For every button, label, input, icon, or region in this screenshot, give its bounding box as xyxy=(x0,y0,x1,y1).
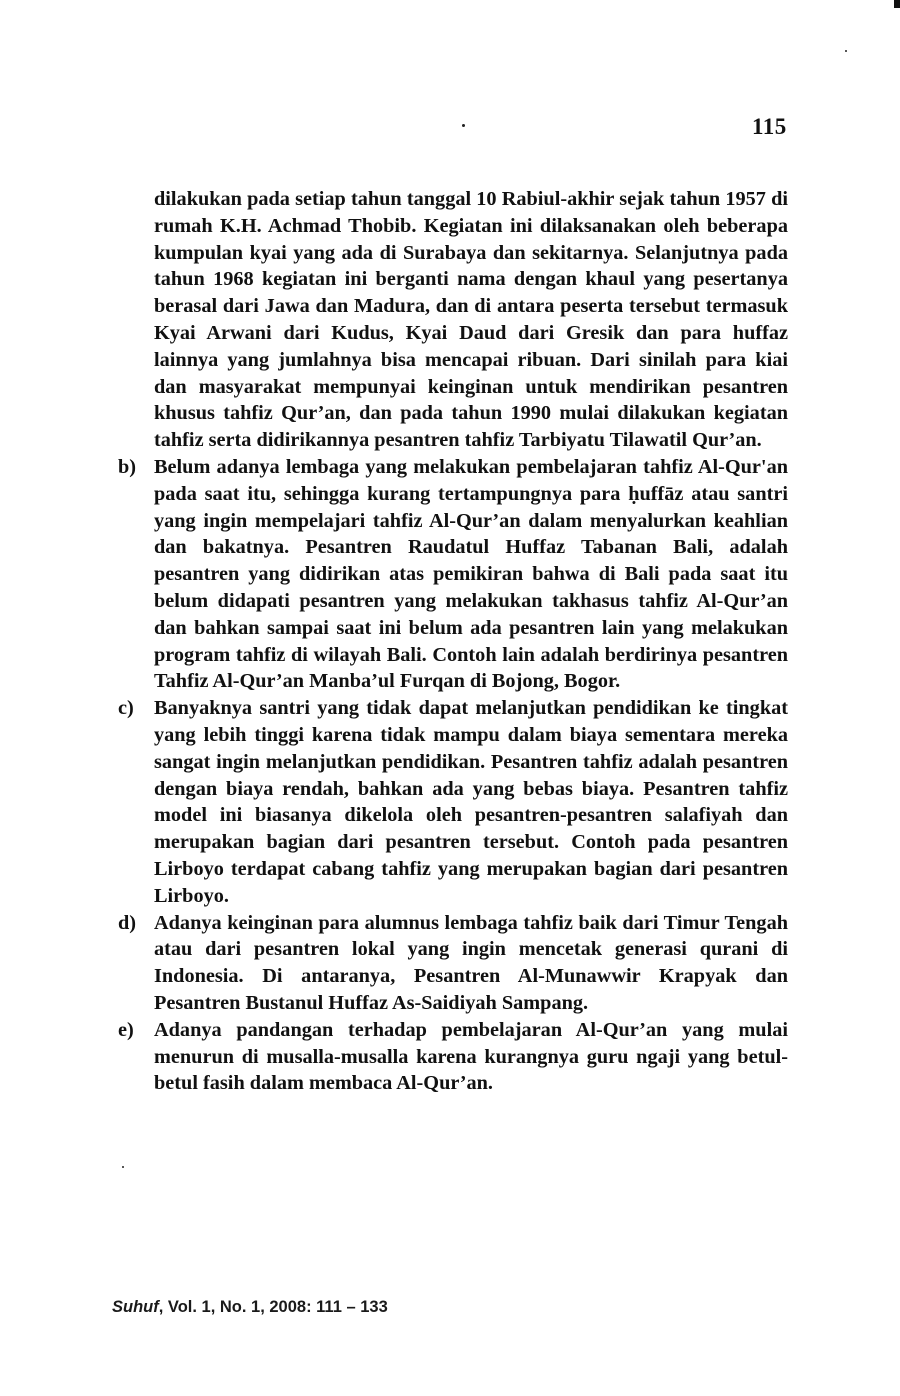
scan-speck xyxy=(462,124,465,127)
list-item-d xyxy=(112,910,788,1017)
list-item-text: Banyaknya santri yang tidak dapat melanjutkan pendidikan ke tingkat yang lebih tinggi karena tidak mampu dalam biaya sementara mereka sangat ingin melanjutkan pendidikan. Pesantren tahfiz adalah pesantren dengan biaya rendah, bahkan ada yang bebas biaya. Pesantren tahfiz model ini biasanya dikelola oleh pesantren-pesantren salafiyah dan merupakan bagian dari pesantren tersebut. Contoh pada pesantren Lirboyo terdapat cabang tahfiz yang merupakan bagian dari pesantren Lirboyo. xyxy=(154,697,788,907)
list-item-text: Adanya keinginan para alumnus lembaga tahfiz baik dari Timur Tengah atau dari pesantren lokal yang ingin mencetak generasi qurani di Indonesia. Di antaranya, Pesantren Al-Munawwir Krapyak dan Pesantren Bustanul Huffaz As-Saidiyah Sampang. xyxy=(154,911,788,1014)
list-item-e xyxy=(112,1017,788,1097)
journal-name: Suhuf xyxy=(112,1298,159,1316)
body-text xyxy=(112,186,788,1097)
list-marker: e) xyxy=(118,1018,134,1041)
journal-citation: , Vol. 1, No. 1, 2008: 111 – 133 xyxy=(158,1298,388,1316)
list-marker: d) xyxy=(118,911,137,934)
list-item-text: Belum adanya lembaga yang melakukan pembelajaran tahfiz Al-Qur'an pada saat itu, sehingga kurang tertampungnya para ḥuffāz atau santri yang ingin mempelajari tahfiz Al-Qur’an dalam menyalurkan keahlian dan bakatnya. Pesantren Raudatul Huffaz Tabanan Bali, adalah pesantren yang didirikan atas pemikiran bahwa di Bali pada saat itu belum didapati pesantren yang melakukan takhasus tahfiz Al-Qur’an dan bahkan sampai saat ini belum ada pesantren lain yang melakukan program tahfiz di wilayah Bali. Contoh lain adalah berdirinya pesantren Tahfiz Al-Qur’an Manba’ul Furqan di Bojong, Bogor. xyxy=(154,455,788,693)
continuation-paragraph: dilakukan pada setiap tahun tanggal 10 Rabiul-akhir sejak tahun 1957 di rumah K.H. Achmad Thobib. Kegiatan ini dilaksanakan oleh beberapa kumpulan kyai yang ada di Surabaya dan sekitarnya. Selanjutnya pada tahun 1968 kegiatan ini berganti nama dengan khaul yang pesertanya berasal dari Jawa dan Madura, dan di antara peserta tersebut termasuk Kyai Arwani dari Kudus, Kyai Daud dari Gresik dan para huffaz lainnya yang jumlahnya bisa mencapai ribuan. Dari sinilah para kiai dan masyarakat mempunyai keinginan untuk mendirikan pesantren khusus tahfiz Qur’an, dan pada tahun 1990 mulai dilakukan kegiatan tahfiz serta didirikannya pesantren tahfiz Tarbiyatu Tilawatil Qur’an. xyxy=(154,188,788,452)
list-marker: b) xyxy=(118,455,137,478)
list-item-text: Adanya pandangan terhadap pembelajaran Al-Qur’an yang mulai menurun di musalla-musalla karena kurangnya guru ngaji yang betul-betul fasih dalam membaca Al-Qur’an. xyxy=(154,1018,788,1095)
list-marker: c) xyxy=(118,697,134,720)
scan-edge-mark xyxy=(894,0,900,8)
scan-speck xyxy=(122,1166,124,1168)
scan-speck xyxy=(845,50,847,52)
list-item-b xyxy=(112,454,788,695)
journal-footer xyxy=(112,1298,388,1317)
page-number: 115 xyxy=(752,114,787,139)
list-item-c xyxy=(112,695,788,909)
